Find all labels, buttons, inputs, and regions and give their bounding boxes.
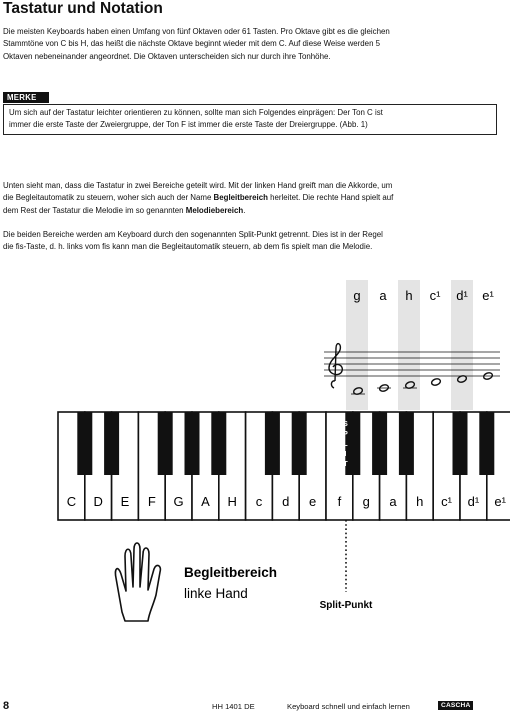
top-note-d1: d¹ [456,288,468,303]
key-label: d [282,494,290,509]
key-label: G [173,494,184,509]
footer-book-title: Keyboard schnell und einfach lernen [287,702,410,711]
footer-code: HH 1401 DE [212,702,255,711]
left-area-subtitle: linke Hand [184,586,248,601]
split-point-label: Split-Punkt [319,600,373,611]
intro-line-1: Die meisten Keyboards haben einen Umfang von fünf Oktaven oder 61 Tasten. Pro Oktave gibt es die gleichen [3,27,390,36]
split-letter-t: T [343,461,348,468]
key-label: d¹ [467,494,480,509]
top-note-c1: c¹ [429,288,441,303]
black-key [265,412,280,475]
left-hand-icon [115,543,160,621]
key-label: E [120,494,130,509]
black-key [453,412,468,475]
split-letter-l: L [343,441,348,448]
key-label: g [362,494,370,509]
black-key [292,412,307,475]
split-line-1: Die beiden Bereiche werden am Keyboard durch den sogenannten Split-Punkt getrennt. Dies ist in der Regel [3,230,383,239]
hands-line-1: Unten sieht man, dass die Tastatur in zwei Bereiche geteilt wird. Mit der linken Hand greift man die Akkorde, um [3,181,393,190]
black-key [185,412,200,475]
key-label: C [66,494,77,509]
merke-label: MERKE [3,92,49,103]
hands-line-3: dem Rest der Tastatur die Melodie im so genannten Melodiebereich. [3,205,246,215]
intro-line-3: Oktaven nebeneinander angeordnet. Die Oktaven unterscheiden sich nur durch ihre Tonhöhe. [3,51,331,61]
intro-line-2: Stammtöne von C bis H, das heißt die nächste Oktave beginnt wieder mit dem C. Auf diese Weise werden 5 [3,39,381,49]
black-key [372,412,387,475]
top-note-a: a [379,288,387,303]
black-key [211,412,226,475]
top-note-e1: e¹ [482,288,494,303]
key-label: c [255,494,263,509]
merke-line-2: immer die erste Taste der Zweiergruppe, der Ton F ist immer die erste Taste der Dreiergruppe. (Abb. 1) [9,120,368,130]
treble-clef-icon [329,344,342,388]
split-letter-s: S [343,421,348,428]
note-c1 [431,378,442,387]
page-title: Tastatur und Notation [3,0,163,17]
key-label: A [201,494,210,509]
key-label: f [337,494,342,509]
split-letter-p: P [343,431,348,438]
key-label: c¹ [441,494,453,509]
black-key [158,412,173,475]
black-key [104,412,119,475]
hands-line-2: die Begleitautomatik zu steuern, woher sich auch der Name Begleitbereich herleitet. Die rechte Hand spielt auf [3,193,394,203]
left-area-title: Begleitbereich [184,565,278,580]
key-label: a [389,494,397,509]
key-label: F [147,494,156,509]
term-begleitbereich: Begleitbereich [213,193,268,203]
key-label: h [416,494,424,509]
black-key [77,412,92,475]
term-melodiebereich: Melodiebereich [185,205,244,215]
page-number: 8 [3,700,10,712]
split-letter-i: I [344,451,347,458]
merke-line-1: Um sich auf der Tastatur leichter orientieren zu können, sollte man sich Folgendes einprägen: Der Ton C ist [9,108,383,117]
split-line-2: die fis-Taste, d. h. links vom fis kann man die Begleitautomatik steuern, ab dem fis spielt man die Melodie. [3,242,373,252]
black-key [399,412,414,475]
key-label: H [227,494,237,509]
top-note-g: g [353,288,361,303]
top-note-h: h [405,288,413,303]
publisher-logo: CASCHA [438,701,473,710]
black-key [479,412,494,475]
key-label: e¹ [494,494,506,509]
key-label: D [93,494,103,509]
key-label: e [308,494,317,509]
